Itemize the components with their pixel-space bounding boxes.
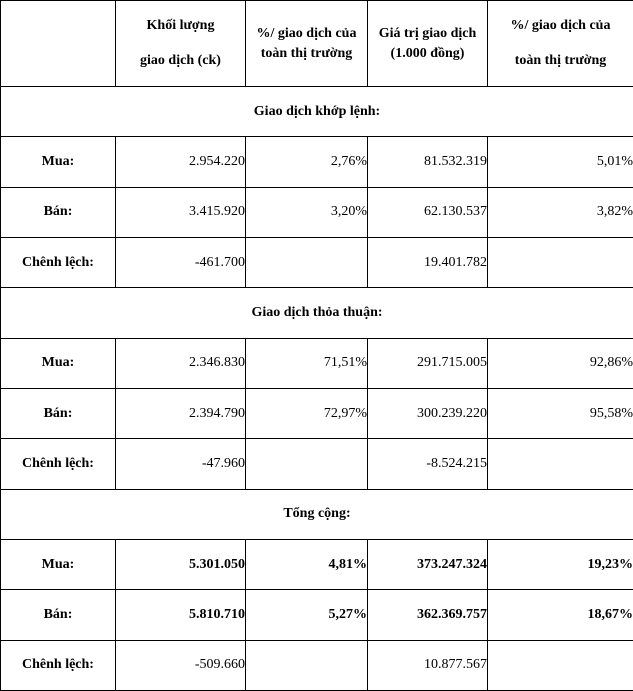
value-cell: 19.401.782 xyxy=(368,237,488,287)
volume-cell: 5.810.710 xyxy=(116,590,246,640)
volume-cell: -461.700 xyxy=(116,237,246,287)
volume-cell: 2.346.830 xyxy=(116,338,246,388)
row-label: Bán: xyxy=(1,590,116,640)
table-row-matched-sell xyxy=(1,187,633,237)
volume-pct-cell: 3,20% xyxy=(246,187,368,237)
table-row-matched-diff xyxy=(1,237,633,287)
volume-pct-cell: 4,81% xyxy=(246,539,368,589)
volume-cell: 2.954.220 xyxy=(116,137,246,187)
table-row-negotiated-diff xyxy=(1,439,633,489)
header-value-market-pct-line1: %/ giao dịch của xyxy=(510,18,611,33)
header-row xyxy=(1,1,633,87)
section-header-row-negotiated xyxy=(1,288,633,338)
volume-cell: 5.301.050 xyxy=(116,539,246,589)
volume-cell: 2.394.790 xyxy=(116,388,246,438)
value-cell: 10.877.567 xyxy=(368,640,488,690)
table-row-total-diff xyxy=(1,640,633,690)
value-cell: 373.247.324 xyxy=(368,539,488,589)
value-pct-cell: 19,23% xyxy=(488,539,633,589)
section-header-row-total xyxy=(1,489,633,539)
value-pct-cell: 5,01% xyxy=(488,137,633,187)
header-value-line1: Giá trị giao dịch xyxy=(378,25,477,41)
volume-cell: -47.960 xyxy=(116,439,246,489)
table-row-matched-buy xyxy=(1,137,633,187)
volume-pct-cell: 5,27% xyxy=(246,590,368,640)
volume-pct-cell xyxy=(246,640,368,690)
header-volume-market-pct-line2: toàn thị trường xyxy=(260,45,353,61)
section-title-negotiated: Giao dịch thỏa thuận: xyxy=(1,288,633,338)
table-row-negotiated-sell xyxy=(1,388,633,438)
value-cell: 81.532.319 xyxy=(368,137,488,187)
table-row-total-buy xyxy=(1,539,633,589)
row-label: Bán: xyxy=(1,388,116,438)
header-volume-market-pct-line1: %/ giao dịch của xyxy=(256,25,357,41)
row-label: Mua: xyxy=(1,338,116,388)
value-pct-cell: 18,67% xyxy=(488,590,633,640)
volume-pct-cell: 72,97% xyxy=(246,388,368,438)
volume-pct-cell: 71,51% xyxy=(246,338,368,388)
value-pct-cell: 95,58% xyxy=(488,388,633,438)
row-label: Chênh lệch: xyxy=(1,640,116,690)
value-cell: 62.130.537 xyxy=(368,187,488,237)
header-value xyxy=(368,1,488,87)
section-header-row-matched xyxy=(1,87,633,137)
header-value-market-pct xyxy=(488,1,633,87)
value-cell: 362.369.757 xyxy=(368,590,488,640)
header-value-market-pct-line2: toàn thị trường xyxy=(514,53,607,68)
volume-pct-cell xyxy=(246,439,368,489)
table-row-total-sell xyxy=(1,590,633,640)
header-volume xyxy=(116,1,246,87)
header-value-line2: (1.000 đồng) xyxy=(390,45,465,61)
header-corner-cell xyxy=(1,1,116,87)
volume-cell: -509.660 xyxy=(116,640,246,690)
volume-pct-cell: 2,76% xyxy=(246,137,368,187)
value-pct-cell: 3,82% xyxy=(488,187,633,237)
section-title-total: Tổng cộng: xyxy=(1,489,633,539)
row-label: Chênh lệch: xyxy=(1,439,116,489)
value-cell: -8.524.215 xyxy=(368,439,488,489)
row-label: Mua: xyxy=(1,137,116,187)
volume-pct-cell xyxy=(246,237,368,287)
header-volume-line2: giao dịch (ck) xyxy=(140,53,221,68)
volume-cell: 3.415.920 xyxy=(116,187,246,237)
row-label: Mua: xyxy=(1,539,116,589)
row-label: Chênh lệch: xyxy=(1,237,116,287)
table-row-negotiated-buy xyxy=(1,338,633,388)
section-title-matched: Giao dịch khớp lệnh: xyxy=(1,87,633,137)
value-pct-cell xyxy=(488,439,633,489)
header-volume-line1: Khối lượng xyxy=(146,18,215,33)
value-cell: 291.715.005 xyxy=(368,338,488,388)
header-volume-market-pct xyxy=(246,1,368,87)
value-cell: 300.239.220 xyxy=(368,388,488,438)
row-label: Bán: xyxy=(1,187,116,237)
value-pct-cell xyxy=(488,640,633,690)
value-pct-cell: 92,86% xyxy=(488,338,633,388)
value-pct-cell xyxy=(488,237,633,287)
